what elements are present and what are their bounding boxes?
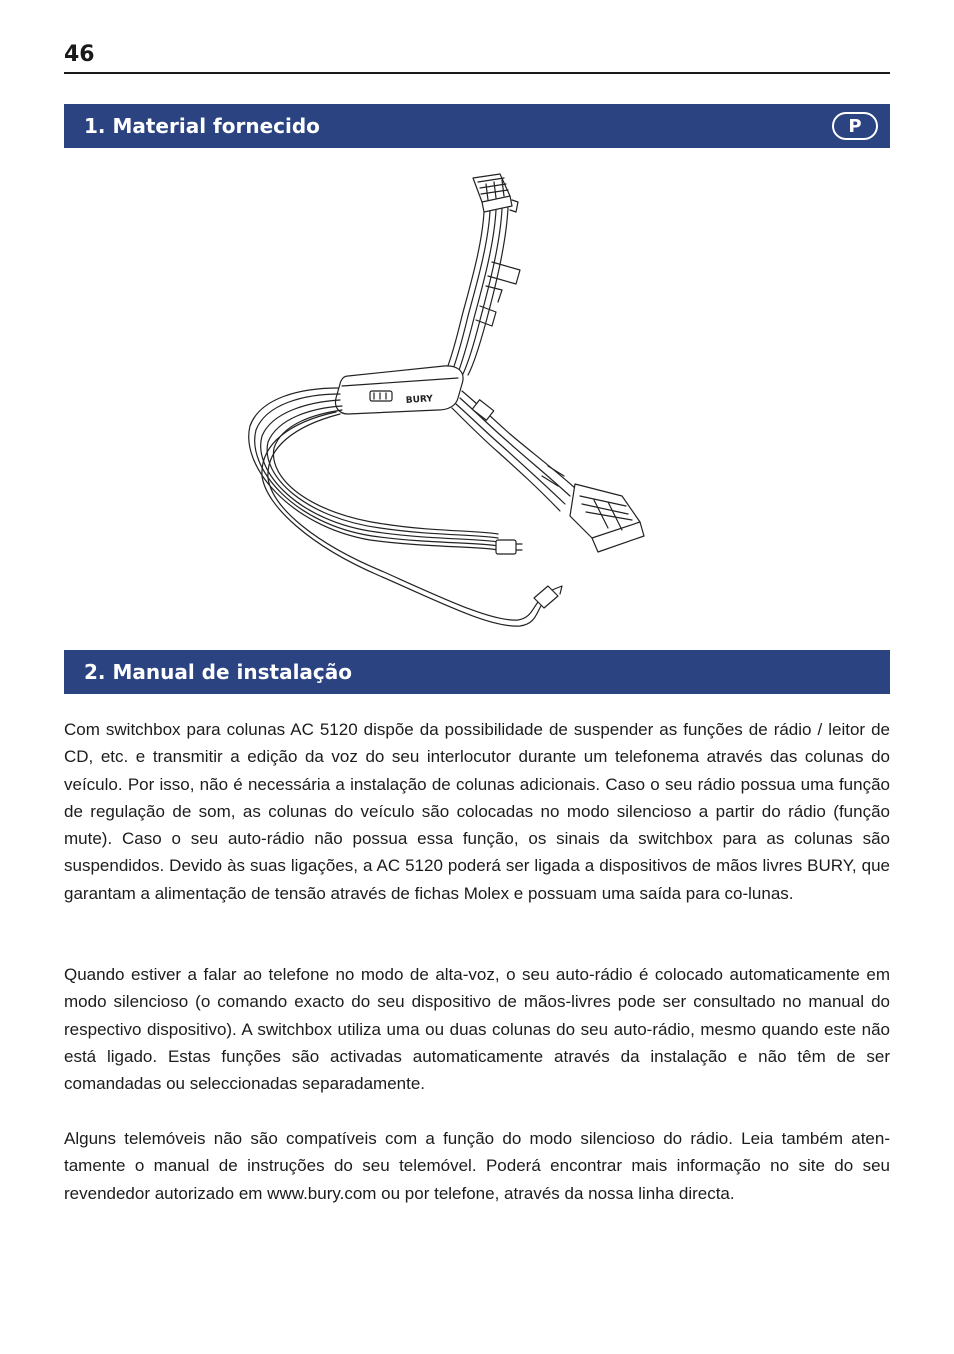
switchbox-hub-icon: [336, 366, 464, 414]
language-badge: P: [832, 112, 878, 140]
page-number: 46: [64, 42, 95, 67]
cable-harness-illustration: [230, 166, 660, 636]
top-rule: [64, 72, 890, 74]
top-connector-icon: [473, 174, 518, 212]
paragraph-compatibility: Alguns telemóveis não são compatíveis com a função do modo silencioso do rádio. Leia também aten-tamente o manual de instruções do seu telemóvel. Poderá encontrar mais informação no site do seu revendedor autorizado em www.bury.com ou por telefone, através da nossa linha directa.: [64, 1129, 890, 1203]
audio-jack-icon: [534, 586, 562, 608]
section-title: 1. Material fornecido: [84, 114, 320, 138]
section-header-installation: [64, 650, 890, 694]
section-header-material: [64, 104, 890, 148]
bottom-connector-icon: [570, 484, 644, 552]
molex-plug-icon: [496, 540, 516, 554]
paragraph-intro: Com switchbox para colunas AC 5120 dispõe da possibilidade de suspender as funções de rádio / leitor de CD, etc. e transmitir a edição da voz do seu interlocutor durante um telefonema através das colunas do veículo. Por isso, não é necessária a instalação de colunas adicionais. Caso o seu rádio possua uma função de regulação de som, as colunas do veículo são colocadas no modo silencioso a partir do rádio (função mute). Caso o seu auto-rádio não possua essa função, os sinais da switchbox para as colunas são suspendidos. Devido às suas ligações, a AC 5120 poderá ser ligada a dispositivos de mãos livres BURY, que garantam a alimentação de tensão através de fichas Molex e possuam uma saída para co-lunas.: [64, 720, 890, 903]
paragraph-handsfree: Quando estiver a falar ao telefone no modo de alta-voz, o seu auto-rádio é colocado automaticamente em modo silencioso (o comando exacto do seu dispositivo de mãos-livres pode ser consultado no manual do respectivo dispositivo). A switchbox utiliza uma ou duas colunas do seu auto-rádio, mesmo quando este não está ligado. Estas funções são activadas automaticamente através da instalação e não têm de ser comandadas ou seleccionadas separadamente.: [64, 965, 890, 1094]
brand-label: BURY: [405, 394, 434, 406]
section-title: 2. Manual de instalação: [84, 660, 353, 684]
